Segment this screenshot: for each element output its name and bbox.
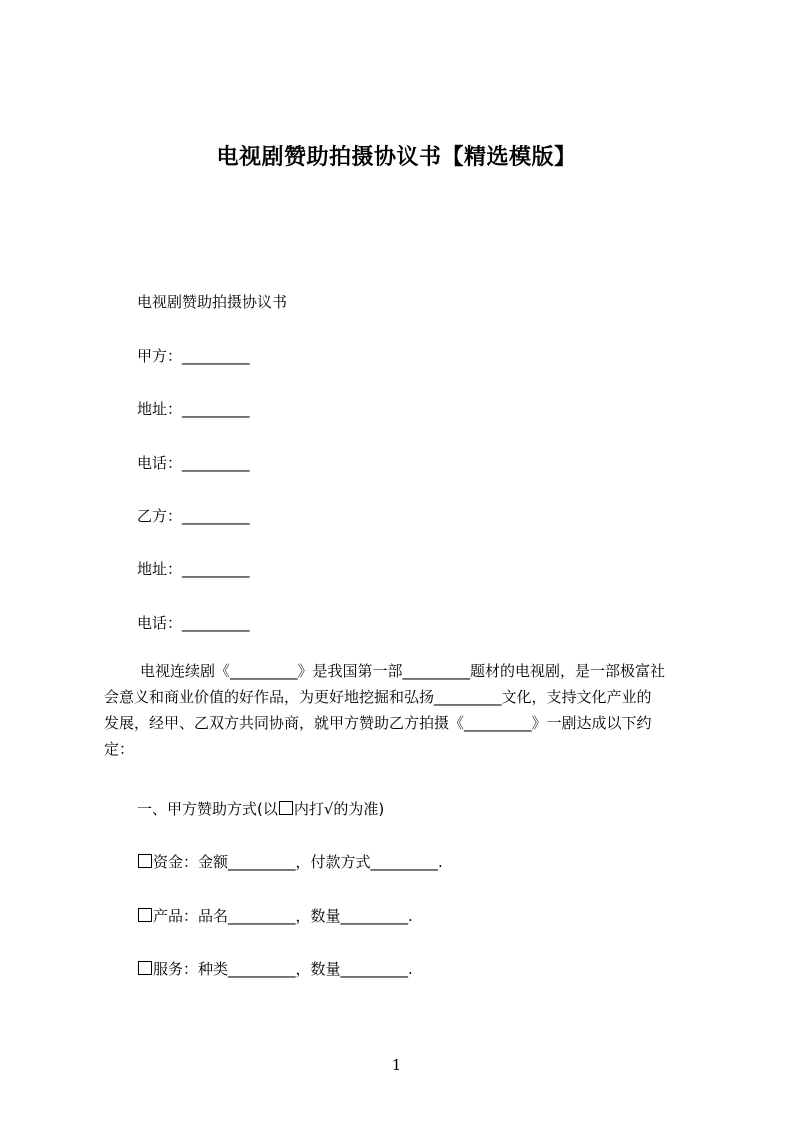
page-number: 1	[391, 1056, 402, 1074]
party-b-phone: 电话：_________	[137, 614, 250, 632]
agreement-subtitle: 电视剧赞助拍摄协议书	[137, 293, 288, 311]
option-service	[137, 958, 413, 979]
intro-line: 发展，经甲、乙双方共同协商，就甲方赞助乙方拍摄《_________》一剧达成以下约	[104, 714, 652, 732]
section-1-heading-text: 一、甲方赞助方式(以	[137, 800, 278, 818]
checkbox-icon	[279, 801, 293, 815]
option-service-text: 服务：种类_________，数量_________.	[153, 960, 413, 978]
party-a-phone: 电话：_________	[137, 454, 250, 472]
checkbox-icon	[138, 961, 152, 975]
checkbox-icon	[138, 908, 152, 922]
section-1-heading-text: 内打√的为准)	[293, 800, 385, 818]
checkbox-icon	[138, 854, 152, 868]
party-b-name: 乙方：_________	[137, 507, 250, 525]
intro-line: 电视连续剧《_________》是我国第一部_________题材的电视剧，是一部极富社	[140, 662, 666, 680]
party-a-name: 甲方：_________	[137, 347, 250, 365]
intro-paragraph	[104, 658, 700, 762]
section-1-heading	[137, 798, 384, 819]
intro-line: 会意义和商业价值的好作品，为更好地挖掘和弘扬_________文化，支持文化产业的	[104, 688, 652, 706]
party-a-address: 地址：_________	[137, 400, 250, 418]
document-title: 电视剧赞助拍摄协议书【精选模版】	[216, 145, 577, 170]
option-funding	[137, 851, 443, 872]
party-b-address: 地址：_________	[137, 560, 250, 578]
option-product	[137, 905, 413, 926]
option-funding-text: 资金：金额_________，付款方式_________.	[153, 853, 443, 871]
intro-line: 定：	[104, 740, 135, 758]
option-product-text: 产品：品名_________，数量_________.	[153, 907, 413, 925]
